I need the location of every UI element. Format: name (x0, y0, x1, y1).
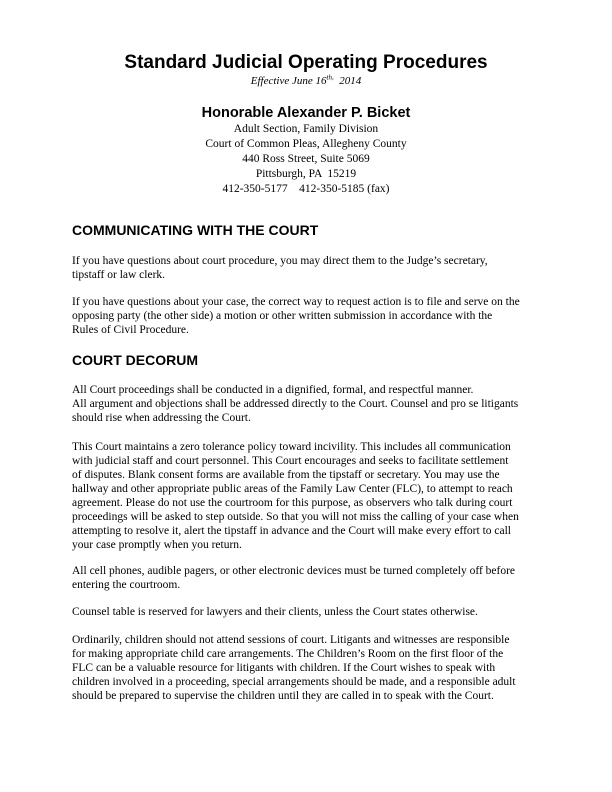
paragraph-line: children involved in a proceeding, special arrangements should be made, and a responsible adult (72, 676, 516, 688)
paragraph-line: hallway and other appropriate public areas of the Family Law Center (FLC), to attempt to reach (72, 483, 513, 495)
paragraph-line: tipstaff or law clerk. (72, 269, 166, 281)
paragraph-line: of disputes. Blank consent forms are available from the tipstaff or secretary. You may use the (72, 469, 500, 481)
address-line: 440 Ross Street, Suite 5069 (242, 153, 370, 165)
paragraph-line: FLC can be a valuable resource for litigants with children. If the Court wishes to speak with (72, 662, 496, 674)
paragraph (72, 633, 542, 703)
paragraph (72, 440, 542, 552)
paragraph (72, 383, 542, 425)
judge-name: Honorable Alexander P. Bicket (201, 105, 411, 121)
paragraph-line: your case promptly when you return. (72, 539, 242, 551)
paragraph-line: If you have questions about court procedure, you may direct them to the Judge’s secretary, (72, 255, 488, 267)
effective-date (0, 75, 612, 88)
address-line: Court of Common Pleas, Allegheny County (205, 138, 407, 150)
paragraph-line: for making appropriate child care arrangements. The Children’s Room on the first floor of the (72, 648, 504, 660)
paragraph-line: All argument and objections shall be addressed directly to the Court. Counsel and pro se litigants (72, 398, 519, 410)
effective-date-ordinal: th, (326, 73, 334, 82)
paragraph-line: proceedings will be asked to step outside. So that you will not miss the calling of your case when (72, 511, 519, 523)
paragraph-line: with judicial staff and court personnel. This Court encourages and seeks to facilitate settlement (72, 455, 509, 467)
section-heading-communicating: COMMUNICATING WITH THE COURT (72, 222, 319, 238)
paragraph-line: should rise when addressing the Court. (72, 412, 251, 424)
paragraph-line: entering the courtroom. (72, 579, 181, 591)
effective-date-year: 2014 (333, 75, 362, 87)
paragraph (72, 605, 542, 619)
paragraph-line: should be prepared to supervise the children until they are called in to speak with the Court. (72, 690, 494, 702)
paragraph (72, 295, 542, 337)
paragraph-line: Counsel table is reserved for lawyers and their clients, unless the Court states otherwise. (72, 606, 478, 618)
paragraph-line: All Court proceedings shall be conducted in a dignified, formal, and respectful manner. (72, 384, 474, 396)
paragraph (72, 564, 542, 592)
address-line: Adult Section, Family Division (233, 123, 379, 135)
paragraph-line: opposing party (the other side) a motion or other written submission in accordance with the (72, 310, 493, 322)
effective-date-text: Effective June 16 (250, 75, 327, 87)
document-title: Standard Judicial Operating Procedures (124, 52, 488, 73)
address-line: Pittsburgh, PA 15219 (255, 168, 357, 180)
phone-fax-line: 412-350-5177 412-350-5185 (fax) (222, 183, 390, 195)
paragraph-line: attempting to resolve it, alert the tipstaff in advance and the Court will make every effort to call (72, 525, 511, 537)
paragraph (72, 254, 542, 282)
section-heading-decorum: COURT DECORUM (72, 352, 198, 368)
paragraph-line: agreement. Please do not use the courtroom for this purpose, as observers who talk during court (72, 497, 513, 509)
paragraph-line: Rules of Civil Procedure. (72, 324, 189, 336)
paragraph-line: Ordinarily, children should not attend sessions of court. Litigants and witnesses are responsible (72, 634, 510, 646)
court-address (0, 122, 612, 197)
paragraph-line: If you have questions about your case, the correct way to request action is to file and serve on the (72, 296, 520, 308)
paragraph-line: All cell phones, audible pagers, or other electronic devices must be turned completely off before (72, 565, 516, 577)
paragraph-line: This Court maintains a zero tolerance policy toward incivility. This includes all communication (72, 441, 511, 453)
